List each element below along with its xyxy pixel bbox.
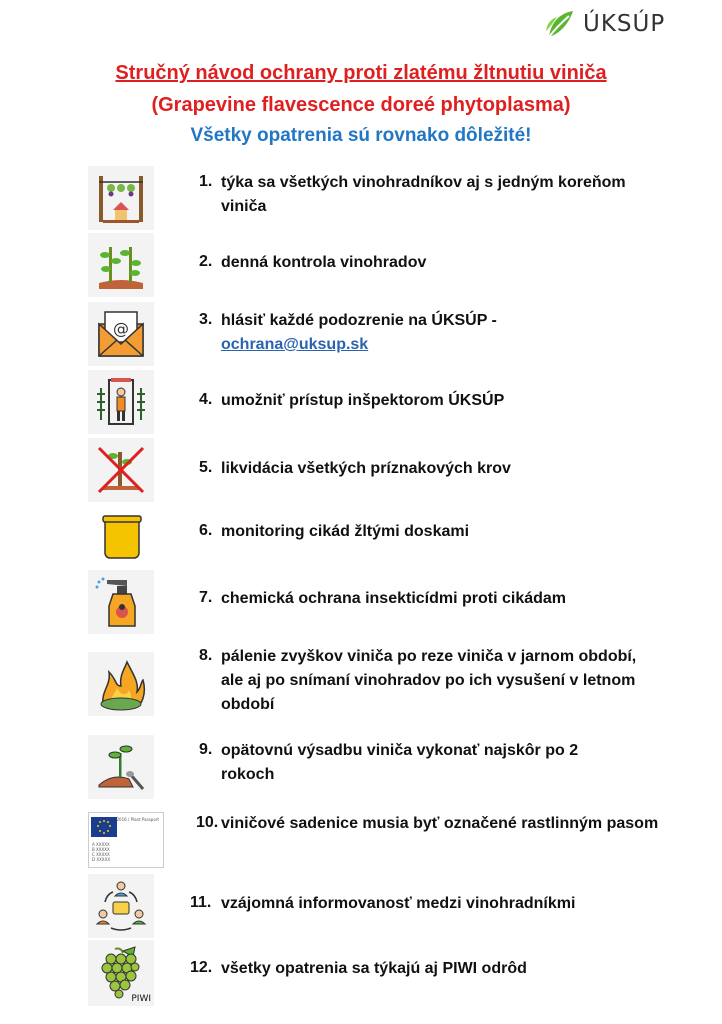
item-number: 4. xyxy=(199,391,213,408)
insecticide-spray-icon xyxy=(88,570,154,634)
item-text: monitoring cikád žltými doskami xyxy=(221,523,470,540)
title-line-3: Všetky opatrenia sú rovnako dôležité! xyxy=(190,125,532,146)
passport-line: D XXXXX xyxy=(92,857,111,862)
planting-seedling-icon xyxy=(88,735,154,799)
item-number: 5. xyxy=(199,459,213,476)
item-number: 9. xyxy=(199,741,213,758)
item-text: denná kontrola vinohradov xyxy=(221,254,427,271)
title-line-2: (Grapevine flavescence doreé phytoplasma) xyxy=(151,94,571,116)
vineyard-house-icon xyxy=(88,166,154,230)
leaf-logo-icon xyxy=(543,7,577,41)
item-number: 12. xyxy=(190,959,213,976)
item-number: 1. xyxy=(199,173,213,190)
item-text: umožniť prístup inšpektorom ÚKSÚP xyxy=(221,392,505,409)
grape-cluster-icon xyxy=(88,940,154,1006)
svg-text:@: @ xyxy=(113,319,129,338)
people-communication-icon xyxy=(88,874,154,938)
item-text: týka sa všetkých vinohradníkov aj s jedným koreňom viniča xyxy=(221,174,626,215)
item-number: 2. xyxy=(199,253,213,270)
item-text: viničové sadenice musia byť označené rastlinným pasom xyxy=(221,815,659,832)
passport-title: 2016 / Plant Passport xyxy=(116,817,159,822)
email-link[interactable]: ochrana@uksup.sk xyxy=(221,336,369,353)
passport-line: B XXXXX xyxy=(92,847,110,852)
inspector-gate-icon xyxy=(88,370,154,434)
item-number: 7. xyxy=(199,589,213,606)
passport-line: A XXXXX xyxy=(92,842,110,847)
logo-text: ÚKSÚP xyxy=(583,11,666,37)
item-number: 10. xyxy=(196,814,219,831)
item-number: 3. xyxy=(199,311,213,328)
plant-passport-icon xyxy=(88,812,164,868)
item-number: 11. xyxy=(190,894,212,911)
item-text: hlásiť každé podozrenie na ÚKSÚP - xyxy=(221,312,497,329)
item-text: chemická ochrana insekticídmi proti cikádam xyxy=(221,590,567,607)
email-envelope-icon xyxy=(88,302,154,366)
item-text: pálenie zvyškov viniča po reze viniča v jarnom období, ale aj po snímaní vinohradov po ich vysušení v letnom období xyxy=(221,648,637,713)
crossed-vine-icon xyxy=(88,438,154,502)
item-text: opätovnú výsadbu viniča vykonať najskôr po 2 rokoch xyxy=(221,742,579,783)
yellow-trap-icon xyxy=(88,504,154,568)
item-text: všetky opatrenia sa týkajú aj PIWI odrôd xyxy=(221,960,527,977)
item-text: likvidácia všetkých príznakových krov xyxy=(221,460,511,477)
vine-plants-icon xyxy=(88,233,154,297)
title-line-1: Stručný návod ochrany proti zlatému žltnutiu viniča xyxy=(115,62,607,84)
uksup-logo xyxy=(543,6,693,42)
item-number: 6. xyxy=(199,522,213,539)
burning-bush-icon xyxy=(88,652,154,716)
piwi-label: PIWI xyxy=(131,994,151,1004)
passport-line: C XXXXX xyxy=(92,852,110,857)
item-number: 8. xyxy=(199,647,213,664)
item-text: vzájomná informovanosť medzi vinohradníkmi xyxy=(221,895,576,912)
